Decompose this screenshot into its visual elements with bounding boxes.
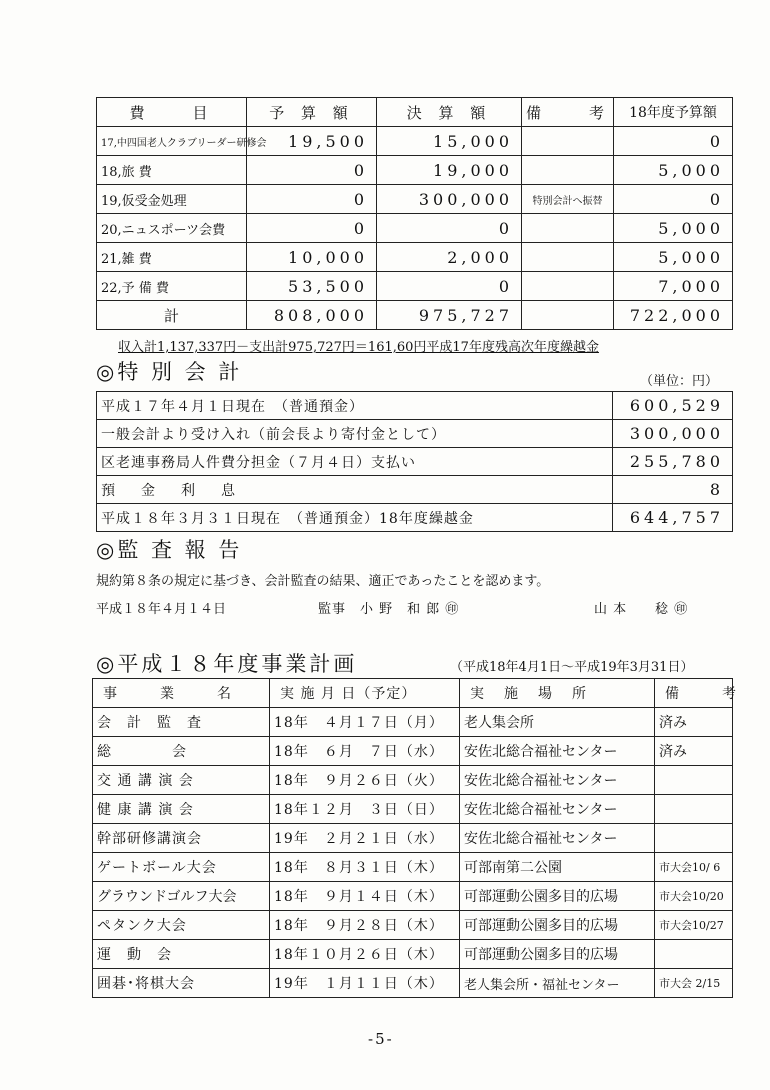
- table-row: [97, 185, 733, 214]
- col-header-date: 実 施 月 日（予定）: [270, 679, 460, 708]
- note-cell: [522, 214, 614, 243]
- total-note: [522, 301, 614, 330]
- place-cell: 可部運動公園多目的広場: [460, 882, 655, 911]
- table-row: [97, 243, 733, 272]
- next-year-cell: 7,000: [614, 272, 733, 301]
- desc-cell: 区老連事務局人件費分担金（７月４日）支払い: [97, 448, 613, 476]
- budget-cell: 53,500: [247, 272, 377, 301]
- total-next-year: 722,000: [614, 301, 733, 330]
- remarks-cell: 市大会10/20: [655, 882, 733, 911]
- place-cell: 老人集会所・福祉センター: [460, 969, 655, 998]
- table-row: [93, 882, 733, 911]
- audit-date: 平成１８年４月１４日: [96, 602, 227, 617]
- event-cell: 健 康 講 演 会: [93, 795, 270, 824]
- next-year-cell: 5,000: [614, 243, 733, 272]
- date-cell: 18年 ４月１７日（月）: [270, 708, 460, 737]
- budget-cell: 19,500: [247, 127, 377, 156]
- note-cell: [522, 272, 614, 301]
- remarks-cell: [655, 795, 733, 824]
- actual-cell: 15,000: [377, 127, 522, 156]
- table-header-row: [93, 679, 733, 708]
- balance-summary: 収入計1,137,337円－支出計975,727円＝161,60円平成17年度残高次年度繰越金: [118, 340, 599, 355]
- budget-cell: 0: [247, 156, 377, 185]
- business-plan-table: [92, 678, 741, 998]
- event-cell: ペタンク大会: [93, 911, 270, 940]
- item-cell: 21,雑 費: [97, 243, 247, 272]
- table-row: [97, 448, 733, 476]
- amount-cell: 600,529: [613, 392, 733, 420]
- total-actual: 975,727: [377, 301, 522, 330]
- note-cell: [522, 127, 614, 156]
- auditor-name-1: 監事 小 野 和 郎 ㊞: [318, 602, 460, 617]
- actual-cell: 0: [377, 272, 522, 301]
- desc-cell: 平成１７年４月１日現在 （普通預金）: [97, 392, 613, 420]
- budget-cell: 10,000: [247, 243, 377, 272]
- table-row: [93, 795, 733, 824]
- total-row: [97, 301, 733, 330]
- next-year-cell: 0: [614, 127, 733, 156]
- page-number: -5-: [368, 1030, 394, 1048]
- place-cell: 安佐北総合福祉センター: [460, 824, 655, 853]
- col-header-place: 実 施 場 所: [460, 679, 655, 708]
- remarks-cell: 市大会 2/15: [655, 969, 733, 998]
- actual-cell: 0: [377, 214, 522, 243]
- table-row: [93, 911, 733, 940]
- col-header-next-year: 18年度予算額: [614, 98, 733, 127]
- amount-cell: 644,757: [613, 504, 733, 532]
- event-cell: グラウンドゴルフ大会: [93, 882, 270, 911]
- event-cell: 交 通 講 演 会: [93, 766, 270, 795]
- place-cell: 可部運動公園多目的広場: [460, 940, 655, 969]
- total-label: 計: [97, 301, 247, 330]
- note-cell: [522, 156, 614, 185]
- item-cell: 18,旅 費: [97, 156, 247, 185]
- col-header-item: 費 目: [97, 98, 247, 127]
- date-cell: 18年１０月２６日（木）: [270, 940, 460, 969]
- remarks-cell: 市大会10/27: [655, 911, 733, 940]
- table-row: [93, 766, 733, 795]
- table-row: [97, 420, 733, 448]
- event-cell: 幹部研修講演会: [93, 824, 270, 853]
- date-cell: 18年 ９月１４日（木）: [270, 882, 460, 911]
- remarks-cell: 済み: [655, 708, 733, 737]
- event-cell: 運 動 会: [93, 940, 270, 969]
- auditor-name-2: 山 本 稔 ㊞: [594, 602, 689, 617]
- table-row: [97, 476, 733, 504]
- actual-cell: 300,000: [377, 185, 522, 214]
- item-cell: 19,仮受金処理: [97, 185, 247, 214]
- amount-cell: 300,000: [613, 420, 733, 448]
- plan-period: （平成18年4月1日～平成19年3月31日）: [450, 660, 694, 675]
- note-cell: 特別会計へ振替: [522, 185, 614, 214]
- table-row: [93, 853, 733, 882]
- total-budget: 808,000: [247, 301, 377, 330]
- next-year-cell: 0: [614, 185, 733, 214]
- event-cell: 囲碁･将棋大会: [93, 969, 270, 998]
- table-row: [97, 504, 733, 532]
- col-header-note: 備 考: [522, 98, 614, 127]
- date-cell: 18年 ８月３１日（木）: [270, 853, 460, 882]
- table-row: [93, 824, 733, 853]
- place-cell: 安佐北総合福祉センター: [460, 766, 655, 795]
- remarks-cell: 済み: [655, 737, 733, 766]
- actual-cell: 19,000: [377, 156, 522, 185]
- amount-cell: 8: [613, 476, 733, 504]
- budget-cell: 0: [247, 185, 377, 214]
- amount-cell: 255,780: [613, 448, 733, 476]
- table-row: [97, 127, 733, 156]
- event-cell: 会 計 監 査: [93, 708, 270, 737]
- item-cell: 20,ニュスポーツ会費: [97, 214, 247, 243]
- remarks-cell: [655, 940, 733, 969]
- event-cell: ゲートボール大会: [93, 853, 270, 882]
- desc-cell: 預 金 利 息: [97, 476, 613, 504]
- date-cell: 18年 ９月２６日（火）: [270, 766, 460, 795]
- table-row: [93, 737, 733, 766]
- table-row: [97, 156, 733, 185]
- remarks-cell: 市大会10/ 6: [655, 853, 733, 882]
- date-cell: 19年 ２月２１日（水）: [270, 824, 460, 853]
- event-cell: 総 会: [93, 737, 270, 766]
- item-cell: 17,中四国老人クラブリーダー研修会: [97, 127, 247, 156]
- budget-table: [96, 97, 733, 330]
- next-year-cell: 5,000: [614, 156, 733, 185]
- date-cell: 18年 ６月 ７日（水）: [270, 737, 460, 766]
- col-header-event: 事 業 名: [93, 679, 270, 708]
- col-header-actual: 決 算 額: [377, 98, 522, 127]
- budget-cell: 0: [247, 214, 377, 243]
- table-row: [97, 214, 733, 243]
- remarks-cell: [655, 766, 733, 795]
- desc-cell: 一般会計より受け入れ（前会長より寄付金として）: [97, 420, 613, 448]
- date-cell: 18年１２月 ３日（日）: [270, 795, 460, 824]
- business-plan-title: ◎平成１８年度事業計画: [96, 652, 358, 676]
- table-row: [93, 969, 733, 998]
- desc-cell: 平成１８年３月３１日現在 （普通預金）18年度繰越金: [97, 504, 613, 532]
- remarks-cell: [655, 824, 733, 853]
- date-cell: 18年 ９月２８日（木）: [270, 911, 460, 940]
- item-cell: 22,予 備 費: [97, 272, 247, 301]
- table-row: [93, 708, 733, 737]
- note-cell: [522, 243, 614, 272]
- table-row: [97, 272, 733, 301]
- place-cell: 安佐北総合福祉センター: [460, 795, 655, 824]
- place-cell: 老人集会所: [460, 708, 655, 737]
- col-header-remarks: 備 考: [655, 679, 733, 708]
- col-header-budget: 予 算 額: [247, 98, 377, 127]
- table-row: [97, 392, 733, 420]
- date-cell: 19年 １月１１日（木）: [270, 969, 460, 998]
- next-year-cell: 5,000: [614, 214, 733, 243]
- audit-statement: 規約第８条の規定に基づき、会計監査の結果、適正であったことを認めます。: [96, 574, 550, 589]
- table-header-row: [97, 98, 733, 127]
- special-account-table: [96, 391, 733, 532]
- place-cell: 安佐北総合福祉センター: [460, 737, 655, 766]
- place-cell: 可部南第二公園: [460, 853, 655, 882]
- audit-report-title: ◎監 査 報 告: [96, 538, 243, 562]
- actual-cell: 2,000: [377, 243, 522, 272]
- table-row: [93, 940, 733, 969]
- unit-label: （単位：円）: [640, 374, 719, 389]
- place-cell: 可部運動公園多目的広場: [460, 911, 655, 940]
- special-account-title: ◎特 別 会 計: [96, 360, 243, 384]
